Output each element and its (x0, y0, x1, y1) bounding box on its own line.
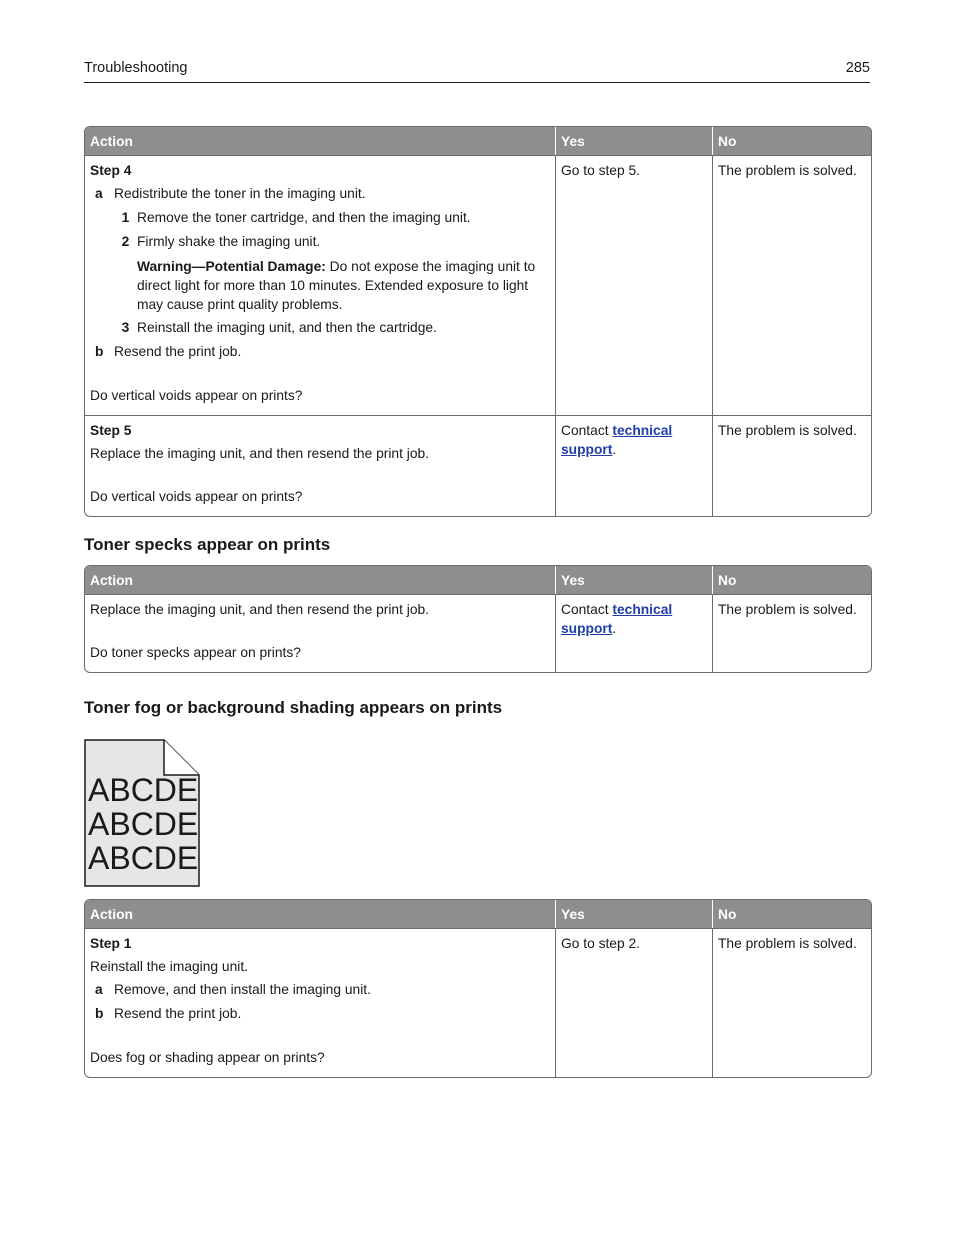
page-header (84, 58, 870, 83)
step-title: Step 5 (90, 423, 132, 438)
column-header-action: Action (85, 127, 556, 155)
column-header-action: Action (85, 566, 556, 594)
yes-cell: Go to step 5. (556, 155, 713, 415)
action-cell: Replace the imaging unit, and then resend the print job. Do toner specks appear on prints? (85, 594, 556, 672)
column-header-yes: Yes (556, 900, 713, 928)
section-heading: Toner specks appear on prints (84, 535, 331, 554)
table-row (85, 594, 871, 672)
yes-cell: Contact technical support. (556, 415, 713, 516)
warning-note: Warning—Potential Damage: Do not expose the imaging unit to direct light for more than 10 minutes. Extended exposure to light may cause print quality problems. (137, 259, 536, 312)
column-header-yes: Yes (556, 566, 713, 594)
question: Do vertical voids appear on prints? (90, 489, 303, 504)
table-header-row (85, 566, 871, 594)
yes-cell: Go to step 2. (556, 928, 713, 1077)
list-item: a Redistribute the toner in the imaging unit. (95, 186, 366, 201)
fog-illustration (84, 739, 200, 887)
yes-cell: Contact technical support. (556, 594, 713, 672)
illustration-line: ABCDE (88, 840, 199, 876)
list-item: b Resend the print job. (95, 344, 242, 359)
list-item: 3 Reinstall the imaging unit, and then the cartridge. (121, 320, 437, 335)
technical-support-link[interactable]: technical support (561, 423, 673, 457)
step-title: Step 1 (90, 936, 132, 951)
section-heading: Toner fog or background shading appears on prints (84, 698, 503, 717)
question: Does fog or shading appear on prints? (90, 1050, 325, 1065)
column-header-no: No (713, 900, 871, 928)
list-item: 2 Firmly shake the imaging unit. (121, 234, 321, 249)
technical-support-link[interactable]: technical support (561, 602, 673, 636)
column-header-yes: Yes (556, 127, 713, 155)
no-cell: The problem is solved. (713, 928, 871, 1077)
table-row (85, 928, 871, 1077)
action-cell: Step 5 Replace the imaging unit, and then resend the print job. Do vertical voids appear on prints? (85, 415, 556, 516)
toner-specks-table (84, 565, 872, 673)
illustration-line: ABCDE (88, 806, 199, 842)
no-cell: The problem is solved. (713, 594, 871, 672)
list-item: a Remove, and then install the imaging unit. (95, 982, 371, 997)
step-title: Step 4 (90, 163, 132, 178)
section-title: Troubleshooting (84, 60, 188, 76)
table-row (85, 155, 871, 415)
page-number: 285 (845, 60, 870, 76)
column-header-no: No (713, 127, 871, 155)
question: Do toner specks appear on prints? (90, 645, 301, 660)
question: Do vertical voids appear on prints? (90, 388, 303, 403)
action-cell: Step 1 Reinstall the imaging unit. a Remove, and then install the imaging unit. b Resend the print job. Does fog or shading appear on prints? (85, 928, 556, 1077)
column-header-action: Action (85, 900, 556, 928)
list-item: b Resend the print job. (95, 1006, 242, 1021)
table-row (85, 415, 871, 516)
table-header-row (85, 900, 871, 928)
action-cell (85, 155, 556, 415)
illustration-line: ABCDE (88, 772, 199, 808)
table-header-row (85, 127, 871, 155)
vertical-voids-table (84, 126, 872, 517)
no-cell: The problem is solved. (713, 155, 871, 415)
list-item: 1 Remove the toner cartridge, and then the imaging unit. (121, 210, 471, 225)
column-header-no: No (713, 566, 871, 594)
toner-fog-table (84, 899, 872, 1078)
no-cell: The problem is solved. (713, 415, 871, 516)
